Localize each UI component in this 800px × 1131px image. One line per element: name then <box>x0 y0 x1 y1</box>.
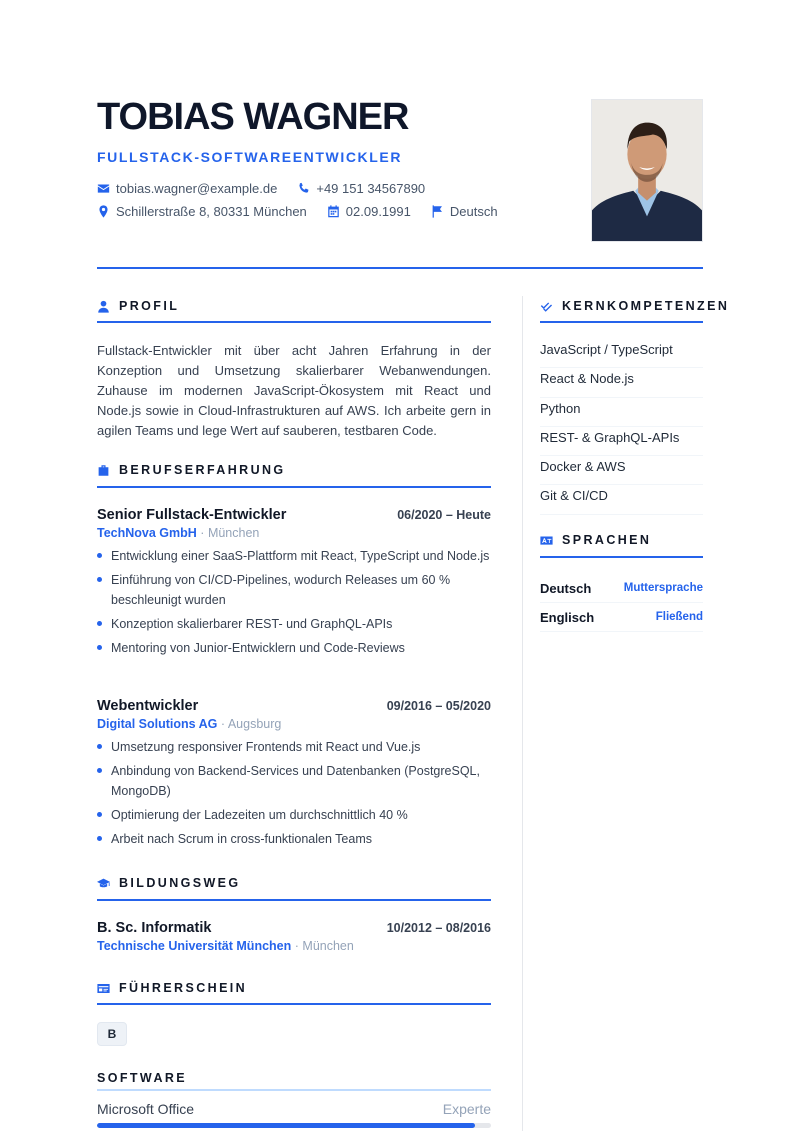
language-name: Englisch <box>540 609 595 625</box>
graduation-cap-icon <box>97 877 110 890</box>
language-row <box>540 603 703 632</box>
list-item: React & Node.js <box>540 368 703 397</box>
job-bullets <box>97 546 491 658</box>
contact-row-1 <box>97 181 445 196</box>
company-name: TechNova GmbH <box>97 526 197 540</box>
section-rule <box>97 1003 491 1005</box>
list-item: Mentoring von Junior-Entwicklern und Code-Reviews <box>97 638 491 658</box>
company-separator: · <box>220 717 226 731</box>
language-level: Fließend <box>655 611 703 623</box>
language-row <box>540 574 703 603</box>
list-item: Git & CI/CD <box>540 485 703 514</box>
school-separator: · <box>294 939 299 953</box>
section-heading-license <box>97 981 247 995</box>
user-icon <box>97 300 110 313</box>
list-item: Arbeit nach Scrum in cross-funktionalen Teams <box>97 829 491 849</box>
section-title: BERUFSERFAHRUNG <box>119 463 286 477</box>
company-location: Augsburg <box>227 717 282 731</box>
license-class-badge: B <box>97 1022 127 1046</box>
envelope-icon <box>97 182 110 195</box>
email-text: tobias.wagner@example.de <box>116 181 278 196</box>
job-company-line <box>97 526 491 540</box>
profile-photo <box>591 99 703 242</box>
section-heading-profile <box>97 299 179 313</box>
header-divider <box>97 267 703 269</box>
section-title: BILDUNGSWEG <box>119 876 241 890</box>
job-date: 09/2016 – 05/2020 <box>386 699 491 713</box>
section-rule <box>97 899 491 901</box>
software-proficiency-bar <box>97 1123 491 1128</box>
contact-row-2 <box>97 204 518 219</box>
section-title: SPRACHEN <box>562 533 652 547</box>
briefcase-icon <box>97 464 110 477</box>
contact-nationality <box>431 204 498 219</box>
portrait-image <box>592 100 702 241</box>
software-level: Experte <box>442 1101 491 1117</box>
experience-entry <box>97 698 491 853</box>
list-item: Docker & AWS <box>540 456 703 485</box>
list-item: Anbindung von Backend-Services und Datenbanken (PostgreSQL, MongoDB) <box>97 761 491 801</box>
section-title: FÜHRERSCHEIN <box>119 981 248 995</box>
list-item: Einführung von CI/CD-Pipelines, wodurch Releases um 60 % beschleunigt wurden <box>97 570 491 610</box>
software-item <box>97 1101 491 1117</box>
contact-phone[interactable] <box>297 181 425 196</box>
profile-summary: Fullstack-Entwickler mit über acht Jahren Erfahrung in der Konzeption und Umsetzung skalierbarer Webanwendungen. Zuhause im modernen JavaScript-Ökosystem mit React und Node.js sowie in Cloud-Infrastrukturen auf AWS. Ich arbeite gern in agilen Teams und lege Wert auf sauberen, testbaren Code. <box>97 343 491 438</box>
address-text: Schillerstraße 8, 80331 München <box>116 204 307 219</box>
company-location: München <box>207 526 260 540</box>
list-item: REST- & GraphQL-APIs <box>540 427 703 456</box>
contact-birthdate <box>327 204 411 219</box>
flag-icon <box>431 205 444 218</box>
section-rule <box>540 556 703 558</box>
degree-title: B. Sc. Informatik <box>97 920 212 936</box>
job-title: Senior Fullstack-Entwickler <box>97 507 287 523</box>
section-heading-software: SOFTWARE <box>97 1071 188 1085</box>
job-company-line <box>97 717 491 731</box>
section-heading-experience <box>97 463 286 477</box>
job-bullets <box>97 737 491 849</box>
contact-email[interactable] <box>97 181 277 196</box>
list-item: Entwicklung einer SaaS-Plattform mit React, TypeScript und Node.js <box>97 546 491 566</box>
birthdate-text: 02.09.1991 <box>345 204 411 219</box>
education-entry <box>97 920 491 953</box>
list-item: Konzeption skalierbarer REST- und GraphQL-APIs <box>97 614 491 634</box>
skills-list <box>540 339 703 515</box>
section-heading-education <box>97 876 241 890</box>
map-pin-icon <box>97 205 110 218</box>
section-heading-languages <box>540 533 651 547</box>
section-heading-skills <box>540 299 729 313</box>
education-date: 10/2012 – 08/2016 <box>386 921 491 935</box>
phone-icon <box>297 182 310 195</box>
company-separator: · <box>200 526 205 540</box>
language-name: Deutsch <box>540 580 592 596</box>
calendar-icon <box>327 205 340 218</box>
phone-text: +49 151 34567890 <box>316 181 426 196</box>
section-rule <box>97 321 491 323</box>
school-name: Technische Universität München <box>97 939 292 953</box>
software-name: Microsoft Office <box>97 1101 194 1117</box>
section-rule <box>97 1089 491 1091</box>
list-item: JavaScript / TypeScript <box>540 339 703 368</box>
language-level: Muttersprache <box>623 582 703 594</box>
list-item: Python <box>540 398 703 427</box>
school-line <box>97 939 491 953</box>
list-item: Umsetzung responsiver Frontends mit React und Vue.js <box>97 737 491 757</box>
school-location: München <box>302 939 354 953</box>
nationality-text: Deutsch <box>449 204 498 219</box>
software-proficiency-fill <box>97 1123 475 1128</box>
job-date: 06/2020 – Heute <box>397 508 491 522</box>
list-item: Optimierung der Ladezeiten um durchschnittlich 40 % <box>97 805 491 825</box>
section-title: KERNKOMPETENZEN <box>562 299 730 313</box>
job-title: Webentwickler <box>97 698 199 714</box>
experience-entry <box>97 507 491 662</box>
candidate-name: TOBIAS WAGNER <box>97 96 409 138</box>
column-divider <box>522 296 523 1131</box>
languages-list <box>540 574 703 632</box>
language-icon <box>540 534 553 547</box>
company-name: Digital Solutions AG <box>97 717 218 731</box>
section-rule <box>540 321 703 323</box>
contact-address <box>97 204 307 219</box>
candidate-title: FULLSTACK-SOFTWAREENTWICKLER <box>97 149 403 165</box>
id-card-icon <box>97 982 110 995</box>
section-title: PROFIL <box>119 299 180 313</box>
double-check-icon <box>540 300 553 313</box>
section-rule <box>97 486 491 488</box>
